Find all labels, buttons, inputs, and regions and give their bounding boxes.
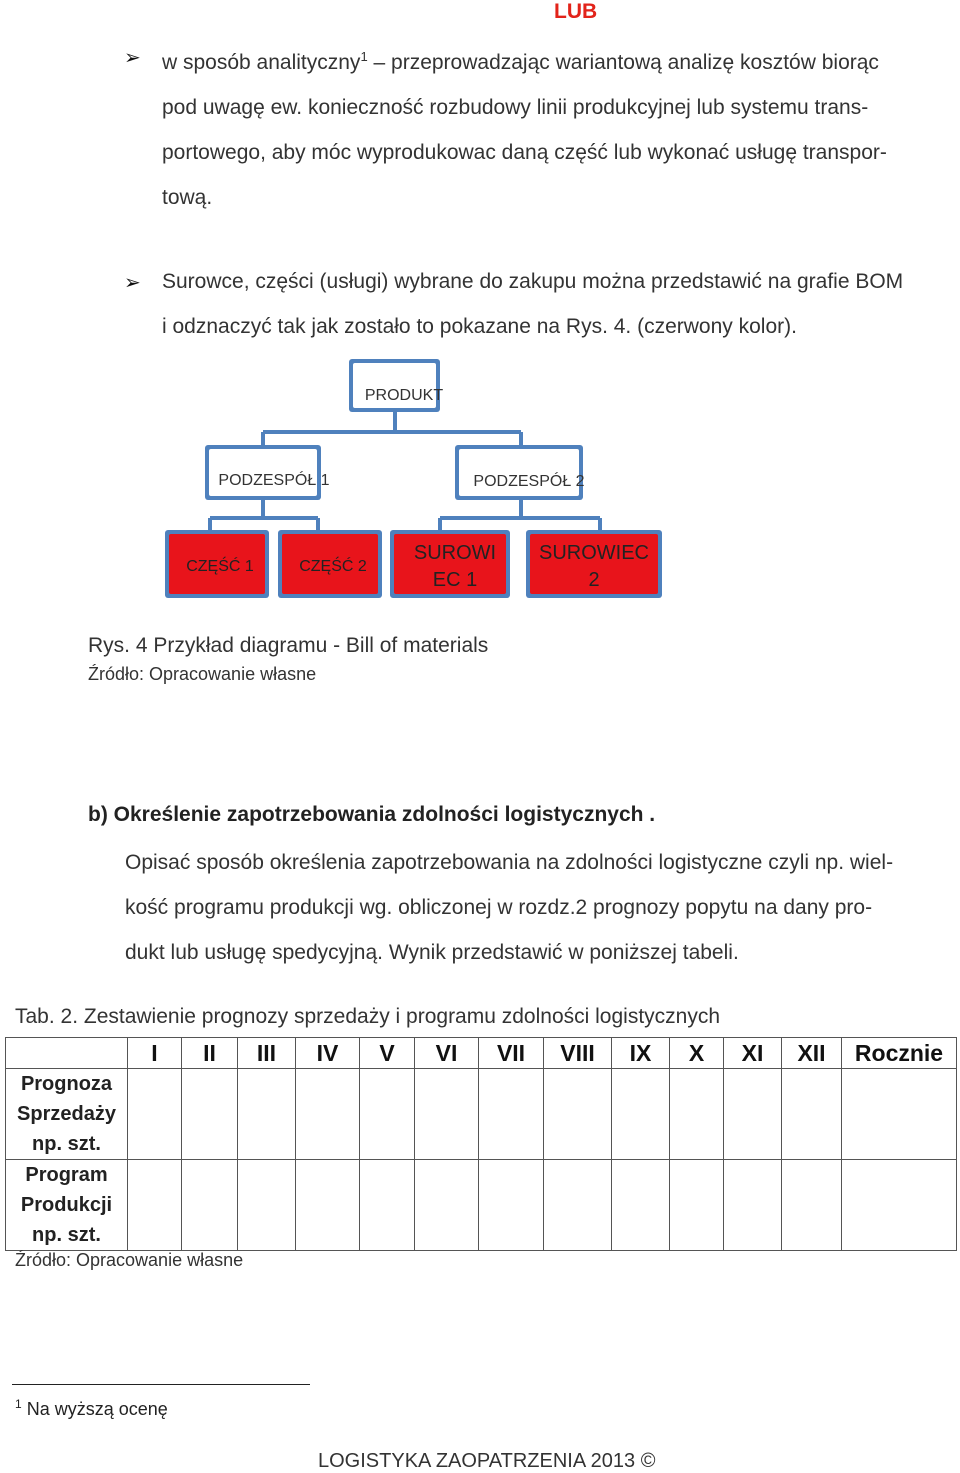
bullet-paragraph-analytic — [162, 34, 952, 220]
svg-text:EC 1: EC 1 — [432, 569, 478, 591]
bom-node-raw-material-1 — [390, 530, 510, 598]
table-cell[interactable] — [842, 1069, 957, 1160]
month-header: III — [238, 1038, 296, 1069]
table-cell[interactable] — [782, 1160, 842, 1251]
table-cell[interactable] — [415, 1160, 479, 1251]
svg-text:CZĘŚĆ 1: CZĘŚĆ 1 — [186, 558, 254, 575]
row-label-forecast: Prognoza Sprzedaży np. szt. — [6, 1069, 128, 1160]
table-cell[interactable] — [479, 1069, 544, 1160]
table-cell[interactable] — [360, 1069, 415, 1160]
section-body — [125, 840, 945, 975]
table-row — [6, 1160, 957, 1251]
table-cell[interactable] — [724, 1069, 782, 1160]
text-line: pod uwagę ew. konieczność rozbudowy linii produkcyjnej lub systemu trans- — [162, 96, 869, 119]
figure-caption: Rys. 4 Przykład diagramu - Bill of materials — [88, 634, 489, 657]
table-title: Tab. 2. Zestawienie prognozy sprzedaży i programu zdolności logistycznych — [15, 1005, 721, 1028]
text-line: dukt lub usługę spedycyjną. Wynik przedstawić w poniższej tabeli. — [125, 941, 739, 964]
table-cell[interactable] — [296, 1160, 360, 1251]
table-cell[interactable] — [182, 1160, 238, 1251]
footnote: $^1$ Na wyższą ocenę — [15, 1397, 168, 1419]
text-line: Opisać sposób określenia zapotrzebowania na zdolności logistyczne czyli np. wiel- — [125, 851, 894, 874]
month-header: IV — [296, 1038, 360, 1069]
bom-node-subassembly-1 — [205, 445, 330, 500]
month-header: XII — [782, 1038, 842, 1069]
table-cell[interactable] — [782, 1069, 842, 1160]
bom-node-product — [349, 359, 443, 412]
table-cell[interactable] — [238, 1160, 296, 1251]
bom-node-subassembly-2 — [455, 445, 585, 500]
svg-text:CZĘŚĆ 2: CZĘŚĆ 2 — [299, 558, 367, 575]
month-header: X — [670, 1038, 724, 1069]
month-header: V — [360, 1038, 415, 1069]
month-header: I — [128, 1038, 182, 1069]
svg-text:PODZESPÓŁ 1: PODZESPÓŁ 1 — [218, 472, 330, 489]
table-cell[interactable] — [724, 1160, 782, 1251]
bom-node-part-2 — [278, 530, 382, 598]
text-line: w sposób analityczny$^1$ – przeprowadzając wariantową analizę kosztów biorąc — [162, 49, 879, 74]
bom-diagram — [0, 350, 960, 610]
bullet-marker: ➢ — [124, 47, 141, 69]
table-cell[interactable] — [670, 1069, 724, 1160]
table-header-row — [6, 1038, 957, 1069]
table-cell[interactable] — [182, 1069, 238, 1160]
svg-text:SUROWI: SUROWI — [413, 542, 497, 564]
month-header: II — [182, 1038, 238, 1069]
table-cell[interactable] — [479, 1160, 544, 1251]
text-line: tową. — [162, 186, 213, 209]
footnote-divider — [12, 1384, 310, 1385]
svg-text:2: 2 — [588, 569, 600, 591]
figure-source: Źródło: Opracowanie własne — [88, 664, 317, 684]
month-header: VIII — [544, 1038, 612, 1069]
table-cell[interactable] — [612, 1069, 670, 1160]
month-header: IX — [612, 1038, 670, 1069]
month-header: XI — [724, 1038, 782, 1069]
text-line: Surowce, części (usługi) wybrane do zakupu można przedstawić na grafie BOM — [162, 270, 904, 293]
table-cell[interactable] — [670, 1160, 724, 1251]
row-label-production: Program Produkcji np. szt. — [6, 1160, 128, 1251]
alternative-label: LUB — [554, 0, 598, 23]
table-corner-cell — [6, 1038, 128, 1069]
forecast-table — [5, 1037, 957, 1251]
section-heading: b) Określenie zapotrzebowania zdolności logistycznych . — [88, 803, 656, 826]
svg-text:PODZESPÓŁ 2: PODZESPÓŁ 2 — [473, 473, 585, 490]
table-cell[interactable] — [612, 1160, 670, 1251]
svg-text:PRODUKT: PRODUKT — [364, 387, 444, 404]
footnote-reference[interactable]: 1 — [360, 49, 368, 64]
table-source: Źródło: Opracowanie własne — [15, 1250, 244, 1270]
table-cell[interactable] — [415, 1069, 479, 1160]
table-cell[interactable] — [128, 1160, 182, 1251]
bom-node-raw-material-2 — [526, 530, 662, 598]
month-header: VII — [479, 1038, 544, 1069]
table-cell[interactable] — [296, 1069, 360, 1160]
svg-text:SUROWIEC: SUROWIEC — [539, 542, 649, 564]
annual-header: Rocznie — [842, 1038, 957, 1069]
text-line: kość programu produkcji wg. obliczonej w rozdz.2 prognozy popytu na dany pro- — [125, 896, 873, 919]
page-footer: LOGISTYKA ZAOPATRZENIA 2013 © — [318, 1450, 656, 1472]
table-cell[interactable] — [544, 1069, 612, 1160]
table-row — [6, 1069, 957, 1160]
bullet-paragraph-bom — [162, 259, 952, 349]
bom-node-part-1 — [165, 530, 269, 598]
text-line: portowego, aby móc wyprodukowac daną część lub wykonać usługę transpor- — [162, 141, 887, 164]
table-cell[interactable] — [544, 1160, 612, 1251]
text-line: i odznaczyć tak jak zostało to pokazane na Rys. 4. (czerwony kolor). — [162, 315, 797, 338]
footnote-number: 1 — [15, 1397, 22, 1411]
table-cell[interactable] — [842, 1160, 957, 1251]
bullet-marker: ➢ — [124, 272, 141, 294]
table-cell[interactable] — [238, 1069, 296, 1160]
table-cell[interactable] — [128, 1069, 182, 1160]
month-header: VI — [415, 1038, 479, 1069]
table-cell[interactable] — [360, 1160, 415, 1251]
